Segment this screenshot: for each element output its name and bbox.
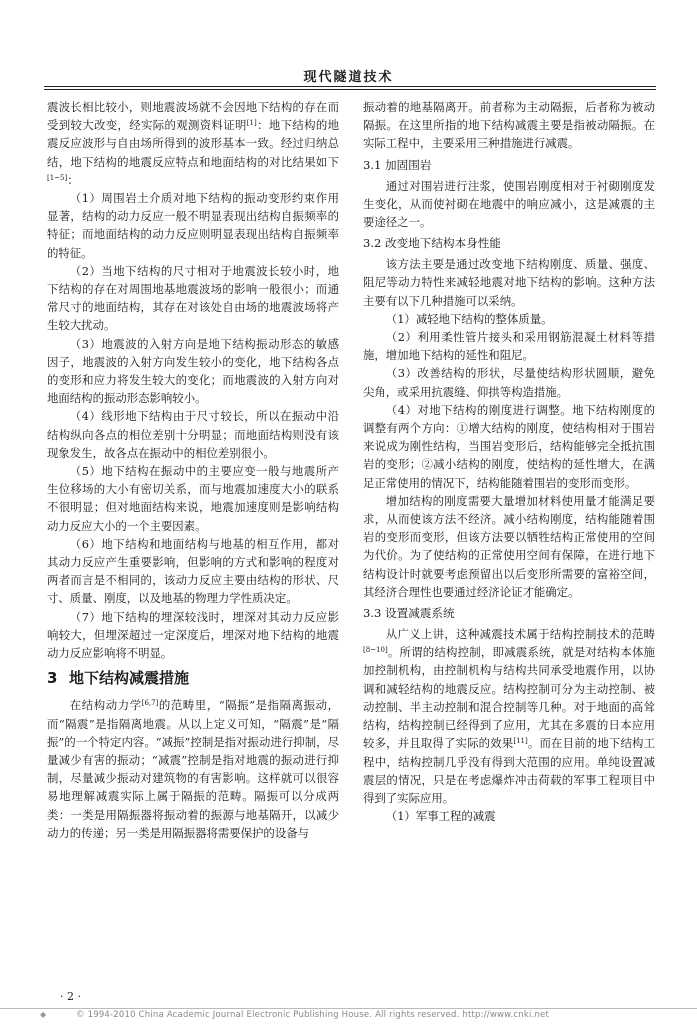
list-item: （1）军事工程的减震 bbox=[385, 809, 496, 824]
paragraph: 震波长相比较小，则地震波场就不会因地下结构的存在而受到较大改变，经实际的观测资料证明[1]：地下结构的地震反应波形与自由场所得到的波形基本一致。经过归纳总结，地下结构的地震反应特点和地面结构的对比结果如下[1~5]： bbox=[47, 100, 339, 187]
paragraph: 从广义上讲，这种减震技术属于结构控制技术的范畴[8~10]。所谓的结构控制，即减震系统，就是对结构本体施加控制机构，由控制机构与结构共同承受地震作用，以协调和减轻结构的地震反应。结构控制可分为主动控制、被动控制、半主动控制和混合控制等几种。对于地面的高耸结构，结构控制已经得到了应用，尤其在多震的日本应用较多，并且取得了实际的效果[11]。而在目前的地下结构工程中，结构控制几乎没有得到大范围的应用。单纯设置减震层的情况，只是在考虑爆炸冲击荷载的军事工程项目中得到了实际应用。 bbox=[363, 627, 655, 805]
left-column bbox=[47, 98, 339, 842]
page-number: · 2 · bbox=[60, 990, 81, 1003]
citation[interactable]: [1~5] bbox=[47, 173, 68, 182]
header-rule-thin bbox=[44, 89, 656, 90]
list-item: （2）当地下结构的尺寸相对于地震波长较小时，地下结构的存在对周围地基地震波场的影响一般很小；而通常尺寸的地面结构，其存在对该处自由场的地震波场将产生较大扰动。 bbox=[47, 263, 339, 333]
subsection-heading: 3.3 设置减震系统 bbox=[363, 606, 455, 621]
section-title: 地下结构减震措施 bbox=[69, 669, 190, 688]
list-item: （1）周围岩土介质对地下结构的振动变形约束作用显著，结构的动力反应一般不明显表现出结构自振频率的特征；而地面结构的动力反应则明显表现出结构自振频率的特征。 bbox=[47, 191, 339, 260]
publisher-logo-icon: ◆ bbox=[40, 1010, 47, 1019]
right-column bbox=[363, 98, 655, 825]
list-item: （1）减轻地下结构的整体质量。 bbox=[385, 311, 553, 326]
paragraph: 增加结构的刚度需要大量增加材料使用量才能满足要求，从而使该方法不经济。减小结构刚度，结构能随着围岩的变形而变形，但该方法要以牺牲结构正常使用的空间为代价。为了使结构的正常使用空间有保障，在进行地下结构设计时就要考虑预留出以后变形所需要的富裕空间，其经济合理性也要通过经济论证才能确定。 bbox=[363, 493, 655, 599]
copyright-notice: © 1994-2010 China Academic Journal Electronic Publishing House. All rights reserved. http://www.cnki.net bbox=[76, 1010, 549, 1020]
list-item: （3）改善结构的形状，尽量使结构形状圆顺，避免尖角，或采用抗震缝、仰拱等构造措施。 bbox=[363, 366, 655, 399]
list-item: （7）地下结构的埋深较浅时，埋深对其动力反应影响较大，但埋深超过一定深度后，埋深对地下结构的地震动力反应影响将不明显。 bbox=[47, 609, 339, 661]
paragraph: 振动着的地基隔离开。前者称为主动隔振，后者称为被动隔振。在这里所指的地下结构减震主要是指被动隔振。在实际工程中，主要采用三种措施进行减震。 bbox=[363, 100, 655, 151]
citation[interactable]: [11] bbox=[513, 737, 528, 746]
list-item: （5）地下结构在振动中的主要应变一般与地震所产生位移场的大小有密切关系，而与地震加速度大小的联系不很明显；但对地面结构来说，地震加速度则是影响结构动力反应大小的一个主要因素。 bbox=[47, 464, 339, 533]
paragraph: 该方法主要是通过改变地下结构刚度、质量、强度、阻尼等动力特性来减轻地震对地下结构的影响。这种方法主要有以下几种措施可以采纳。 bbox=[363, 257, 655, 308]
section-heading bbox=[47, 668, 339, 688]
list-item: （4）线形地下结构由于尺寸较长，所以在振动中沿结构纵向各点的相位差别十分明显；而地面结构则没有该现象发生，故各点在振动中的相位差别很小。 bbox=[47, 409, 339, 460]
paragraph: 通过对围岩进行注浆，使围岩刚度相对于衬砌刚度发生变化，从而使衬砌在地震中的响应减小，这是减震的主要途径之一。 bbox=[363, 178, 655, 230]
citation[interactable]: [8~10] bbox=[363, 646, 388, 655]
list-item: （2）利用柔性管片接头和采用钢筋混凝土材料等措施，增加地下结构的延性和阻尼。 bbox=[363, 330, 655, 363]
list-item: （3）地震波的入射方向是地下结构振动形态的敏感因子，地震波的入射方向发生较小的变化，地下结构各点的变形和应力将发生较大的变化；而地震波的入射方向对地面结构的振动形态影响较小。 bbox=[47, 336, 339, 406]
subsection-heading: 3.1 加固围岩 bbox=[363, 157, 432, 172]
journal-title: 现代隧道技术 bbox=[303, 70, 394, 85]
citation[interactable]: [1] bbox=[246, 119, 257, 128]
paragraph: 在结构动力学[6,7]的范畴里，“隔振”是指隔离振动，而“隔震”是指隔离地震。从以上定义可知，“隔震”是“隔振”的一个特定内容。“减振”控制是指对振动进行抑制，尽量减少有害的振动；“减震”控制是指对地震的振动进行抑制，尽量减少振动对建筑物的有害影响。这样就可以很容易地理解减震实际上属于隔振的范畴。隔振可以分成两类：一类是用隔振器将振动着的振源与地基隔开，以减少动力的传递；另一类是用隔振器将需要保护的设备与 bbox=[47, 698, 339, 840]
header-rule bbox=[44, 86, 656, 87]
citation[interactable]: [6,7] bbox=[141, 699, 159, 708]
list-item: （4）对地下结构的刚度进行调整。地下结构刚度的调整有两个方向：①增大结构的刚度，使结构相对于围岩来说成为刚性结构，当围岩变形后，结构能够完全抵抗围岩的变形；②减小结构的刚度，使结构的延性增大，在满足正常使用的情况下，结构能随着围岩的变形而变形。 bbox=[363, 402, 655, 490]
section-number: 3 bbox=[47, 669, 58, 688]
list-item: （6）地下结构和地面结构与地基的相互作用，都对其动力反应产生重要影响，但影响的方式和影响的程度对两者而言是不相同的，该动力反应主要由结构的形状、尺寸、质量、刚度，以及地基的物理力学性质决定。 bbox=[47, 536, 339, 606]
subsection-heading: 3.2 改变地下结构本身性能 bbox=[363, 236, 501, 251]
footer-rule bbox=[0, 1008, 697, 1009]
